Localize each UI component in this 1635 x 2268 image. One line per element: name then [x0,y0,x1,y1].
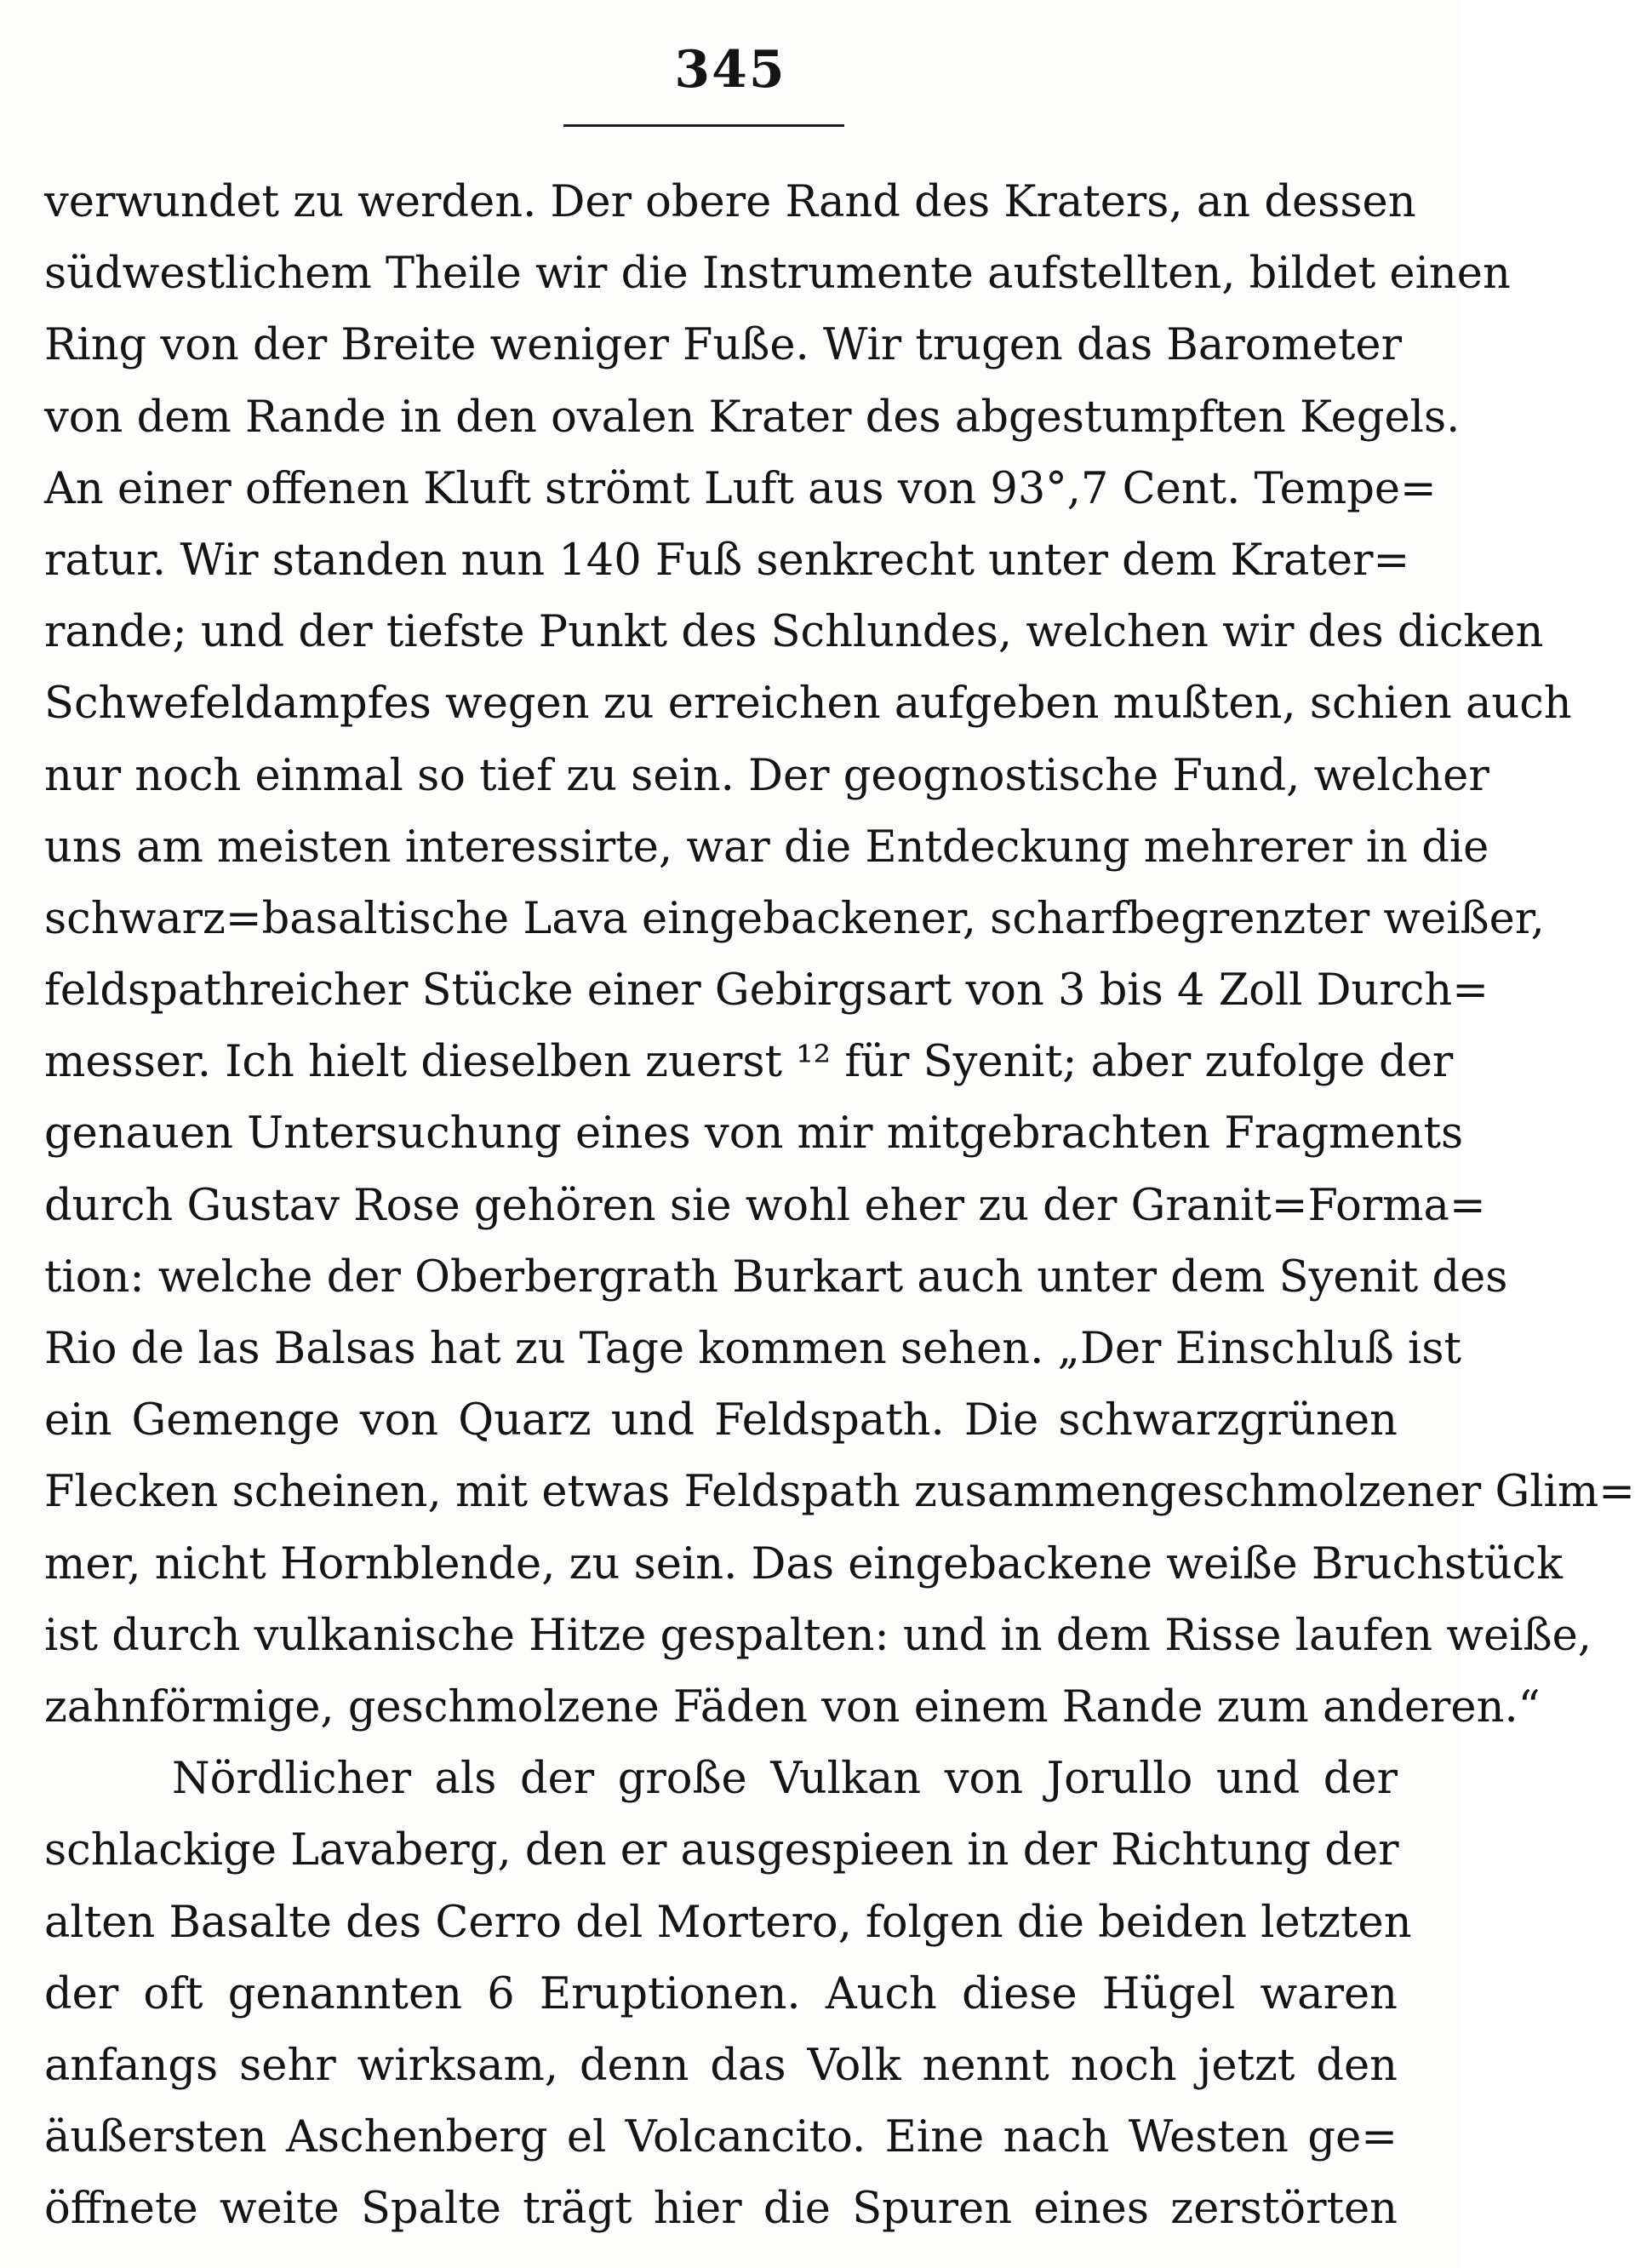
text-line: Schwefeldampfes wegen zu erreichen aufgeben mußten, schien auch [44,679,1572,730]
text-line: äußersten Aschenberg el Volcancito. Eine nach Westen ge= [44,2112,1398,2163]
text-line: Flecken scheinen, mit etwas Feldspath zusammengeschmolzener Glim= [44,1467,1635,1518]
text-line: zahnförmige, geschmolzene Fäden von einem Rande zum anderen.“ [44,1681,1541,1732]
text-line: alten Basalte des Cerro del Mortero, folgen die beiden letzten [44,1897,1412,1948]
text-line: anfangs sehr wirksam, denn das Volk nennt noch jetzt den [44,2040,1398,2091]
body-text [44,167,1635,2245]
text-line: Ring von der Breite weniger Fuße. Wir trugen das Barometer [44,320,1402,371]
text-line: feldspathreicher Stücke einer Gebirgsart von 3 bis 4 Zoll Durch= [44,965,1489,1017]
text-line: der oft genannten 6 Eruptionen. Auch diese Hügel waren [44,1968,1398,2019]
text-line: genauen Untersuchung eines von mir mitgebrachten Fragments [44,1108,1464,1160]
text-line: Nördlicher als der große Vulkan von Jorullo und der [172,1754,1398,1805]
text-line: durch Gustav Rose gehören sie wohl eher zu der Granit=Forma= [44,1180,1486,1231]
text-line: südwestlichem Theile wir die Instrumente aufstellten, bildet einen [44,249,1511,300]
text-line: nur noch einmal so tief zu sein. Der geognostische Fund, welcher [44,750,1489,801]
text-line: Rio de las Balsas hat zu Tage kommen sehen. „Der Einschluß ist [44,1324,1461,1374]
text-line: ein Gemenge von Quarz und Feldspath. Die schwarzgrünen [44,1395,1398,1446]
page-number: 345 [674,40,786,100]
text-line: schwarz=basaltische Lava eingebackener, scharfbegrenzter weißer, [44,893,1545,944]
text-line: ist durch vulkanische Hitze gespalten: und in dem Risse laufen weiße, [44,1610,1592,1661]
text-line: An einer offenen Kluft strömt Luft aus von 93°,7 Cent. Tempe= [44,463,1437,514]
header-rule [563,124,844,127]
text-line: von dem Rande in den ovalen Krater des abgestumpften Kegels. [44,392,1461,443]
text-line: rande; und der tiefste Punkt des Schlundes, welchen wir des dicken [44,607,1544,658]
text-line: ratur. Wir standen nun 140 Fuß senkrecht unter dem Krater= [44,535,1410,586]
text-line: verwundet zu werden. Der obere Rand des Kraters, an dessen [44,177,1416,227]
text-line: schlackige Lavaberg, den er ausgespieen in der Richtung der [44,1825,1399,1876]
text-line: tion: welche der Oberbergrath Burkart auch unter dem Syenit des [44,1251,1508,1303]
text-line: mer, nicht Hornblende, zu sein. Das eingebackene weiße Bruchstück [44,1538,1564,1589]
text-line: messer. Ich hielt dieselben zuerst ¹² für Syenit; aber zufolge der [44,1037,1454,1088]
text-line: uns am meisten interessirte, war die Entdeckung mehrerer in die [44,822,1489,873]
text-line: öffnete weite Spalte trägt hier die Spuren eines zerstörten [44,2184,1398,2235]
